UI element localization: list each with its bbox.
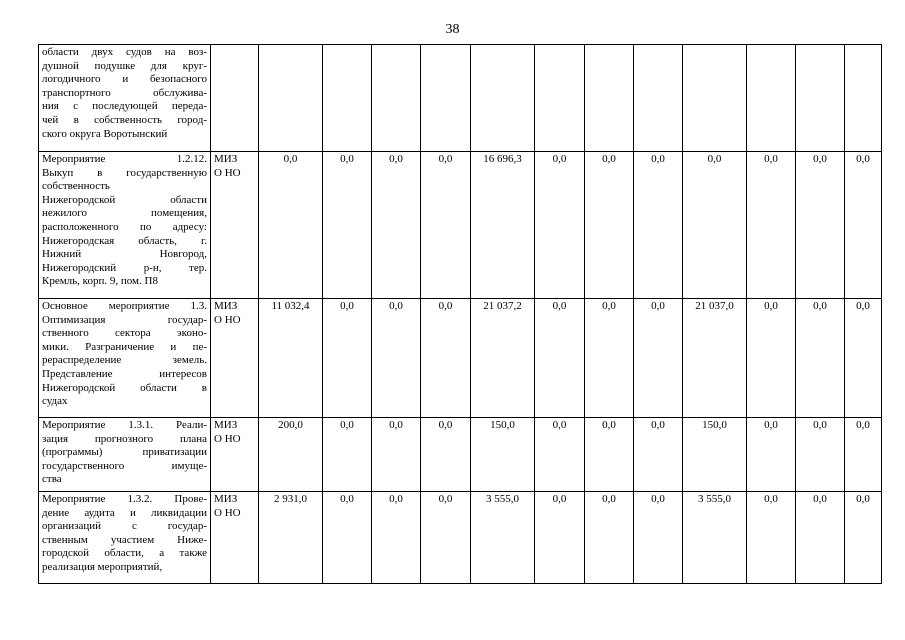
text-line: зация прогнозного плана	[42, 432, 207, 445]
value-cell: 0,0	[747, 152, 796, 299]
text-line: области двух судов на воз-	[42, 46, 207, 58]
event-description-cell	[39, 45, 211, 152]
value-cell: 0,0	[421, 492, 471, 584]
text-line: судах	[42, 395, 68, 408]
value-cell: 0,0	[421, 152, 471, 299]
value-cell: 0,0	[585, 418, 634, 492]
value-cell: 21 037,2	[471, 299, 535, 418]
text-line: организаций с государ-	[42, 520, 207, 533]
value-cell: 0,0	[634, 299, 683, 418]
text-line: Нижегородская область, г.	[42, 234, 207, 247]
text-line: Выкуп в государственную	[42, 166, 207, 179]
text-line: нежилого помещения,	[42, 207, 207, 220]
responsible-org-cell	[211, 152, 259, 299]
text-line: ственным участием Ниже-	[42, 533, 207, 546]
text-line: МИЗ	[214, 493, 238, 505]
value-cell: 0,0	[634, 492, 683, 584]
value-cell: 0,0	[372, 152, 421, 299]
value-cell: 200,0	[259, 418, 323, 492]
budget-table	[38, 44, 882, 584]
text-line: Нижегородский р-н, тер.	[42, 261, 207, 274]
text-line: Нижний Новгород,	[42, 248, 207, 261]
text-line: Мероприятие 1.3.2. Прове-	[42, 493, 207, 505]
value-cell	[259, 45, 323, 152]
text-line: Нижегородской области в	[42, 381, 207, 394]
table-body	[39, 45, 882, 584]
value-cell: 0,0	[796, 418, 845, 492]
responsible-org-cell	[211, 299, 259, 418]
value-cell	[535, 45, 585, 152]
value-cell: 11 032,4	[259, 299, 323, 418]
text-line: городской области, а также	[42, 547, 207, 560]
responsible-org-cell	[211, 45, 259, 152]
text-line: Основное мероприятие 1.3.	[42, 300, 207, 312]
responsible-org-cell	[211, 418, 259, 492]
value-cell	[845, 45, 882, 152]
text-line: логодичного и безопасного	[42, 73, 207, 86]
value-cell: 0,0	[323, 152, 372, 299]
value-cell: 0,0	[535, 418, 585, 492]
page-number: 38	[445, 22, 460, 37]
value-cell	[471, 45, 535, 152]
value-cell	[585, 45, 634, 152]
table-row	[39, 492, 882, 584]
value-cell: 0,0	[845, 418, 882, 492]
value-cell: 0,0	[372, 492, 421, 584]
value-cell: 0,0	[421, 418, 471, 492]
text-line: чей в собственность город-	[42, 113, 207, 126]
value-cell: 2 931,0	[259, 492, 323, 584]
text-line: ского округа Воротынский	[42, 127, 168, 140]
value-cell: 0,0	[585, 152, 634, 299]
text-line: Мероприятие 1.2.12.	[42, 153, 207, 165]
text-line: (программы) приватизации	[42, 446, 207, 459]
value-cell: 0,0	[796, 152, 845, 299]
value-cell: 0,0	[845, 299, 882, 418]
table-row	[39, 152, 882, 299]
text-line: транспортного обслужива-	[42, 86, 207, 99]
text-line: собственность	[42, 180, 110, 193]
value-cell	[747, 45, 796, 152]
text-line: ственного сектора эконо-	[42, 327, 207, 340]
value-cell: 0,0	[323, 492, 372, 584]
value-cell: 3 555,0	[471, 492, 535, 584]
value-cell	[683, 45, 747, 152]
responsible-org-cell	[211, 492, 259, 584]
value-cell	[634, 45, 683, 152]
text-line: МИЗ	[214, 300, 238, 312]
text-line: Оптимизация государ-	[42, 313, 207, 326]
event-description-cell	[39, 492, 211, 584]
value-cell: 21 037,0	[683, 299, 747, 418]
text-line: рераспределение земель.	[42, 354, 207, 367]
event-description-cell	[39, 299, 211, 418]
value-cell: 0,0	[372, 299, 421, 418]
text-line: реализация мероприятий,	[42, 560, 163, 573]
table-row	[39, 299, 882, 418]
value-cell: 0,0	[323, 299, 372, 418]
value-cell: 16 696,3	[471, 152, 535, 299]
value-cell: 0,0	[796, 299, 845, 418]
text-line: ства	[42, 473, 62, 486]
value-cell: 0,0	[372, 418, 421, 492]
event-description-cell	[39, 418, 211, 492]
value-cell: 0,0	[421, 299, 471, 418]
value-cell: 0,0	[747, 418, 796, 492]
text-line: О НО	[214, 166, 241, 179]
value-cell	[372, 45, 421, 152]
text-line: мики. Разграничение и пе-	[42, 340, 207, 353]
text-line: ния с последующей переда-	[42, 100, 207, 113]
text-line: О НО	[214, 506, 241, 519]
value-cell	[421, 45, 471, 152]
value-cell: 150,0	[471, 418, 535, 492]
text-line: Кремль, корп. 9, пом. П8	[42, 275, 158, 288]
text-line: душной подушке для круг-	[42, 59, 207, 72]
value-cell: 0,0	[845, 492, 882, 584]
text-line: О НО	[214, 432, 241, 445]
table-row	[39, 45, 882, 152]
value-cell: 3 555,0	[683, 492, 747, 584]
text-line: государственного имуще-	[42, 459, 207, 472]
text-line: Мероприятие 1.3.1. Реали-	[42, 419, 207, 431]
value-cell: 0,0	[585, 492, 634, 584]
value-cell: 0,0	[535, 152, 585, 299]
value-cell: 0,0	[634, 152, 683, 299]
text-line: расположенного по адресу:	[42, 220, 207, 233]
value-cell: 0,0	[747, 299, 796, 418]
table-row	[39, 418, 882, 492]
text-line: О НО	[214, 313, 241, 326]
value-cell: 0,0	[845, 152, 882, 299]
text-line: дение аудита и ликвидации	[42, 506, 207, 519]
event-description-cell	[39, 152, 211, 299]
value-cell: 150,0	[683, 418, 747, 492]
value-cell: 0,0	[747, 492, 796, 584]
value-cell: 0,0	[259, 152, 323, 299]
value-cell: 0,0	[323, 418, 372, 492]
text-line: МИЗ	[214, 153, 238, 165]
value-cell: 0,0	[535, 299, 585, 418]
value-cell	[796, 45, 845, 152]
value-cell: 0,0	[535, 492, 585, 584]
value-cell: 0,0	[585, 299, 634, 418]
value-cell: 0,0	[683, 152, 747, 299]
value-cell: 0,0	[634, 418, 683, 492]
value-cell	[323, 45, 372, 152]
text-line: Представление интересов	[42, 367, 207, 380]
text-line: Нижегородской области	[42, 193, 207, 206]
value-cell: 0,0	[796, 492, 845, 584]
text-line: МИЗ	[214, 419, 238, 431]
